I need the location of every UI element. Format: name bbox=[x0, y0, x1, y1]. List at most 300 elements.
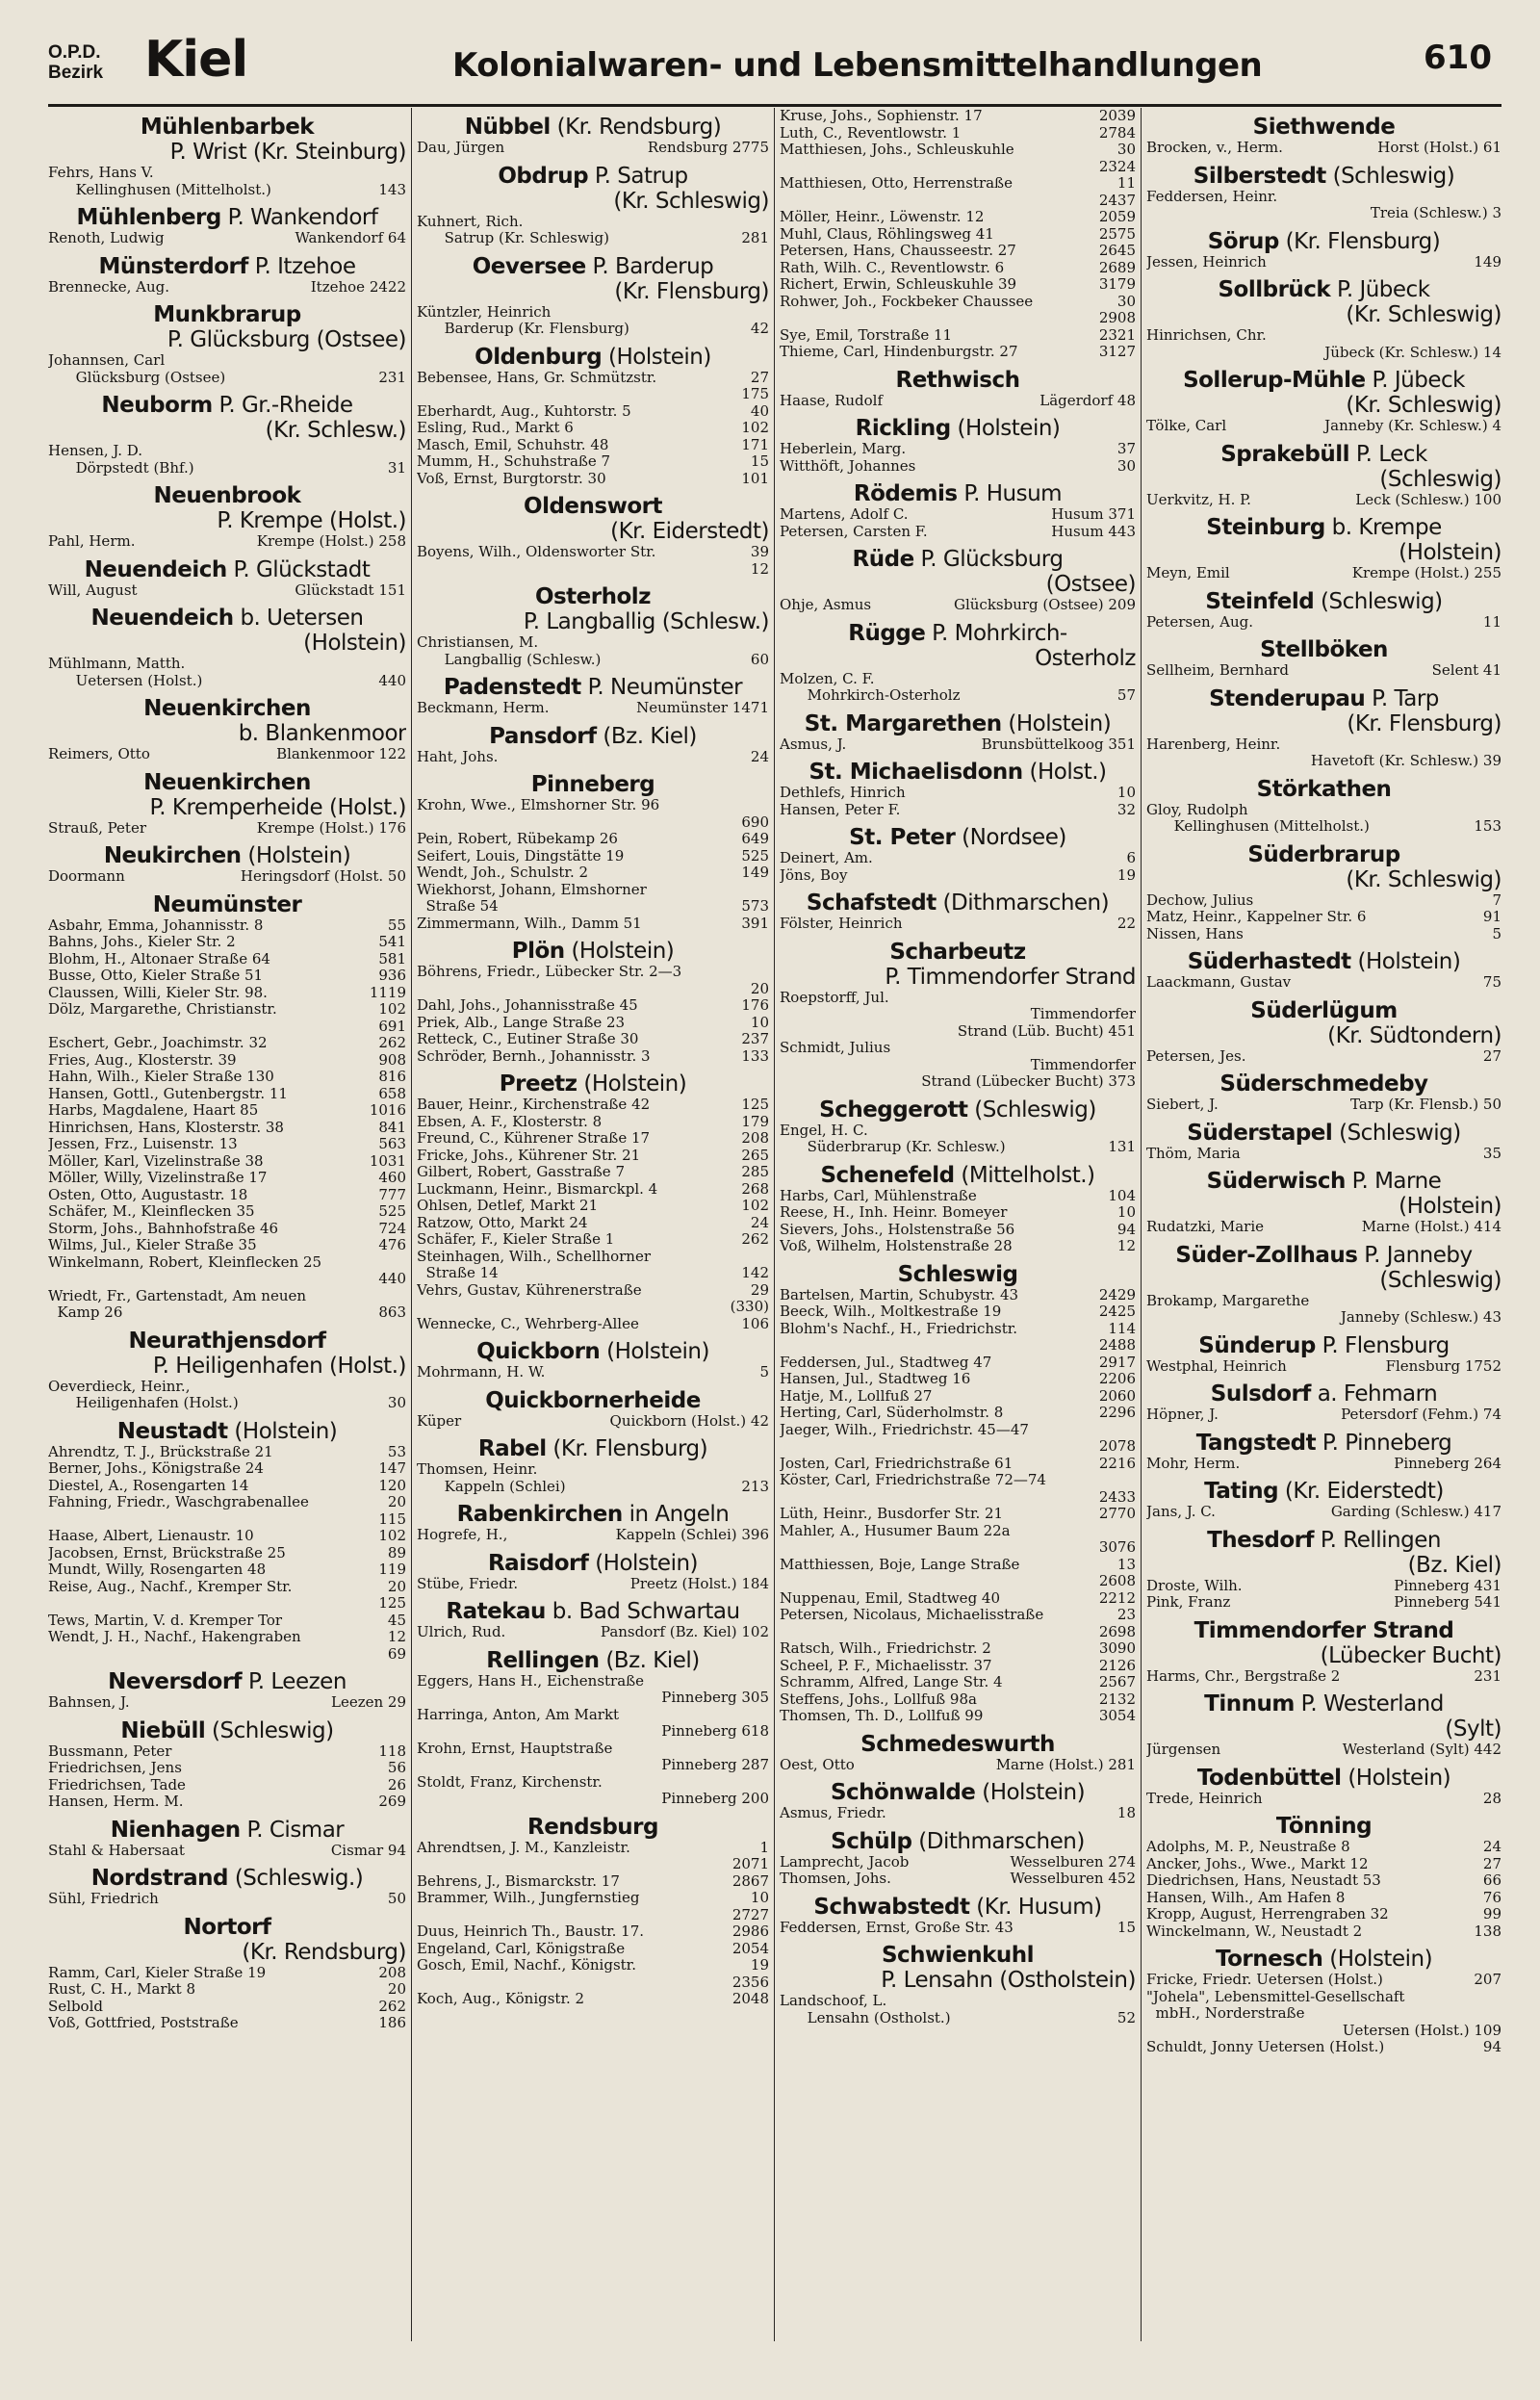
place-name: Schleswig bbox=[897, 1261, 1018, 1287]
list-item bbox=[780, 1222, 1136, 1239]
place-name: Preetz bbox=[499, 1071, 578, 1097]
entry-name: Muhl, Claus, Röhlingsweg 41 bbox=[780, 224, 994, 243]
entry-name: Schäfer, F., Kieler Straße 1 bbox=[417, 1230, 615, 1248]
entry-phone: 2296 bbox=[1098, 1404, 1136, 1421]
list-item bbox=[780, 159, 1136, 176]
list-item bbox=[417, 1873, 769, 1891]
list-item bbox=[780, 1204, 1136, 1222]
list-item bbox=[780, 1523, 1136, 1540]
entry-name: Meyn, Emil bbox=[1146, 564, 1230, 581]
place-suffix: (Holstein) bbox=[588, 1550, 699, 1576]
list-item bbox=[1146, 909, 1502, 926]
entry-phone: 2321 bbox=[1098, 325, 1136, 344]
list-item bbox=[48, 1221, 406, 1238]
list-item bbox=[417, 652, 769, 669]
entry-phone: 125 bbox=[378, 1594, 406, 1612]
entry-name: Mohr, Herm. bbox=[1146, 1454, 1241, 1472]
place-name: Tönning bbox=[1275, 1814, 1373, 1839]
place-heading bbox=[1146, 368, 1502, 393]
list-item bbox=[780, 1674, 1136, 1691]
place-suffix: (Holstein) bbox=[227, 1418, 338, 1444]
place-subheading: (Lübecker Bucht) bbox=[1320, 1642, 1502, 1668]
place-subheading: (Kr. Schlesw.) bbox=[265, 418, 406, 443]
entry-phone: Horst (Holst.) 61 bbox=[1377, 139, 1502, 156]
list-item bbox=[48, 370, 406, 387]
place-subheading: (Bz. Kiel) bbox=[1407, 1552, 1502, 1578]
place-suffix: P. Cismar bbox=[240, 1817, 345, 1843]
list-item bbox=[417, 831, 769, 848]
entry-name: Uetersen (Holst.) bbox=[48, 671, 203, 689]
list-item bbox=[48, 182, 406, 199]
list-item bbox=[1146, 892, 1502, 910]
entry-phone: 20 bbox=[750, 979, 769, 997]
place-suffix: (Schleswig.) bbox=[228, 1866, 364, 1891]
entry-name: Schuldt, Jonny Uetersen (Holst.) bbox=[1146, 2038, 1385, 2055]
list-item bbox=[417, 634, 769, 652]
entry-phone: 2433 bbox=[1098, 1487, 1136, 1506]
entry-name: Blohm's Nachf., H., Friedrichstr. bbox=[780, 1319, 1018, 1337]
entry-name: Mohrmann, H. W. bbox=[417, 1363, 546, 1381]
entry-name: Haase, Rudolf bbox=[780, 391, 884, 409]
place-heading bbox=[48, 1818, 406, 1843]
place-name: Oldenswort bbox=[524, 494, 662, 519]
list-item bbox=[780, 1607, 1136, 1624]
entry-phone: 60 bbox=[750, 650, 769, 668]
list-item bbox=[417, 1130, 769, 1148]
entry-name: Straße 14 bbox=[417, 1264, 499, 1281]
place-subheading: P. Heiligenhafen (Holst.) bbox=[152, 1353, 406, 1379]
place-name: Schafstedt bbox=[806, 890, 937, 916]
entry-phone: 30 bbox=[1116, 292, 1136, 310]
entry-phone: 262 bbox=[378, 1997, 406, 2015]
entry-phone: Preetz (Holst.) 184 bbox=[629, 1574, 769, 1592]
entry-phone: 142 bbox=[741, 1264, 769, 1281]
place-suffix: (Bz. Kiel) bbox=[599, 1647, 700, 1673]
entry-phone: 231 bbox=[1474, 1666, 1502, 1685]
entry-phone: 3179 bbox=[1098, 275, 1136, 293]
list-item bbox=[1146, 614, 1502, 632]
place-name: Münsterdorf bbox=[98, 253, 248, 279]
list-item bbox=[1146, 1972, 1502, 1989]
entry-name: Ohje, Asmus bbox=[780, 596, 872, 613]
entry-phone: 2608 bbox=[1098, 1572, 1136, 1589]
list-item bbox=[417, 1576, 769, 1593]
list-item bbox=[1146, 1989, 1502, 2006]
list-item bbox=[1146, 1293, 1502, 1310]
place-heading bbox=[1146, 1243, 1502, 1268]
entry-name: Rudatzki, Marie bbox=[1146, 1218, 1264, 1235]
place-heading bbox=[780, 481, 1136, 506]
place-heading bbox=[1146, 515, 1502, 540]
list-item bbox=[48, 1304, 406, 1322]
entry-name: Reimers, Otto bbox=[48, 745, 150, 762]
entry-phone: 573 bbox=[741, 897, 769, 915]
entry-phone: Petersdorf (Fehm.) 74 bbox=[1341, 1406, 1502, 1423]
entry-phone: 2689 bbox=[1098, 258, 1136, 276]
entry-name: Heiligenhafen (Holst.) bbox=[48, 1394, 239, 1411]
entry-name: Freund, C., Kührener Straße 17 bbox=[417, 1129, 651, 1147]
place-suffix: b. Uetersen bbox=[233, 606, 364, 631]
place-heading bbox=[48, 557, 406, 582]
entry-name: Osten, Otto, Augustastr. 18 bbox=[48, 1185, 248, 1203]
entry-phone: 2770 bbox=[1098, 1505, 1136, 1522]
list-item bbox=[417, 1791, 769, 1808]
list-item bbox=[48, 1379, 406, 1396]
entry-phone: Lägerdorf 48 bbox=[1040, 391, 1136, 409]
place-subheading: (Kr. Rendsburg) bbox=[242, 1939, 406, 1965]
list-item bbox=[417, 1198, 769, 1215]
entry-name: Thöm, Maria bbox=[1146, 1144, 1241, 1162]
entry-name: Ohlsen, Detlef, Markt 21 bbox=[417, 1197, 599, 1214]
place-name: Todenbüttel bbox=[1196, 1765, 1342, 1791]
list-item bbox=[48, 1288, 406, 1305]
entry-phone: 2048 bbox=[732, 1990, 769, 2007]
entry-name: Landschoof, L. bbox=[780, 1992, 887, 2009]
place-suffix: P. Leezen bbox=[242, 1669, 346, 1694]
place-name: Pansdorf bbox=[489, 723, 597, 749]
list-item bbox=[780, 1023, 1136, 1041]
entry-name: Petersen, Jes. bbox=[1146, 1046, 1246, 1065]
entry-name: Priek, Alb., Lange Straße 23 bbox=[417, 1013, 626, 1031]
entry-name: Pink, Franz bbox=[1146, 1593, 1231, 1611]
list-item bbox=[417, 1479, 769, 1496]
list-item bbox=[780, 344, 1136, 361]
place-heading bbox=[780, 890, 1136, 916]
list-item bbox=[780, 226, 1136, 244]
place-heading bbox=[417, 772, 769, 797]
entry-phone: 171 bbox=[741, 435, 769, 453]
entry-name: Thieme, Carl, Hindenburgstr. 27 bbox=[780, 343, 1018, 360]
entry-phone: 76 bbox=[1482, 1888, 1502, 1906]
entry-name: Glücksburg (Ostsee) bbox=[48, 368, 226, 386]
place-name: Schönwalde bbox=[830, 1780, 976, 1805]
list-item bbox=[1146, 974, 1502, 992]
place-name: St. Margarethen bbox=[804, 710, 1002, 736]
list-item bbox=[780, 108, 1136, 125]
list-item bbox=[48, 1694, 406, 1712]
entry-phone: 2126 bbox=[1098, 1656, 1136, 1674]
list-item bbox=[780, 1854, 1136, 1871]
entry-phone: 3127 bbox=[1098, 343, 1136, 360]
entry-phone: Timmendorfer bbox=[1030, 1055, 1136, 1073]
place-suffix: P. Glückstadt bbox=[226, 556, 371, 582]
entry-name: Doormann bbox=[48, 867, 125, 885]
list-item bbox=[780, 671, 1136, 688]
entry-name: Martens, Adolf C. bbox=[780, 505, 909, 523]
entry-phone: 2425 bbox=[1098, 1303, 1136, 1320]
list-item bbox=[1146, 662, 1502, 680]
place-heading bbox=[780, 1262, 1136, 1287]
entry-phone: 15 bbox=[1116, 1918, 1136, 1936]
entry-name: Böhrens, Friedr., Lübecker Str. 2—3 bbox=[417, 963, 682, 980]
place-heading bbox=[780, 368, 1136, 393]
place-heading bbox=[1146, 589, 1502, 614]
list-item bbox=[48, 1120, 406, 1137]
list-item bbox=[780, 209, 1136, 226]
entry-phone: 262 bbox=[741, 1230, 769, 1248]
list-item bbox=[48, 1595, 406, 1613]
place-suffix: (Holstein) bbox=[564, 939, 675, 964]
place-name: Osterholz bbox=[534, 584, 652, 609]
list-item bbox=[48, 1743, 406, 1761]
list-item bbox=[780, 1472, 1136, 1489]
place-name: Silberstedt bbox=[1193, 163, 1326, 189]
entry-phone: 2784 bbox=[1098, 123, 1136, 142]
entry-name: Blohm, H., Altonaer Straße 64 bbox=[48, 949, 270, 968]
list-item bbox=[417, 1690, 769, 1707]
place-name: Nienhagen bbox=[110, 1817, 241, 1843]
list-item bbox=[1146, 926, 1502, 943]
entry-phone: 691 bbox=[378, 1017, 406, 1035]
place-heading bbox=[1146, 686, 1502, 711]
entry-name: Friedrichsen, Jens bbox=[48, 1759, 182, 1776]
entry-name: "Johela", Lebensmittel-Gesellschaft bbox=[1146, 1987, 1405, 2005]
place-subheading: P. Langballig (Schlesw.) bbox=[523, 609, 769, 634]
place-subheading: (Sylt) bbox=[1445, 1716, 1502, 1742]
list-item bbox=[1146, 345, 1502, 362]
place-heading bbox=[780, 547, 1136, 572]
entry-phone: Krempe (Holst.) 255 bbox=[1351, 564, 1502, 581]
place-name: Schmedeswurth bbox=[860, 1731, 1055, 1757]
place-heading bbox=[780, 621, 1136, 646]
entry-name: Kellinghusen (Mittelholst.) bbox=[1146, 817, 1370, 835]
list-item bbox=[417, 304, 769, 322]
entry-name: Bahnsen, J. bbox=[48, 1693, 130, 1711]
place-heading bbox=[780, 760, 1136, 785]
place-name: Sollbrück bbox=[1218, 277, 1331, 302]
entry-phone: 777 bbox=[378, 1185, 406, 1203]
place-suffix: b. Bad Schwartau bbox=[545, 1599, 740, 1624]
entry-phone: Leezen 29 bbox=[330, 1693, 406, 1711]
place-suffix: P. Jübeck bbox=[1330, 277, 1430, 302]
list-item bbox=[48, 1629, 406, 1646]
list-item bbox=[48, 656, 406, 673]
place-name: Neuborm bbox=[101, 393, 213, 418]
entry-phone: 2567 bbox=[1098, 1673, 1136, 1690]
entry-name: Brennecke, Aug. bbox=[48, 277, 170, 296]
list-item bbox=[780, 1371, 1136, 1388]
place-suffix: P. Satrup bbox=[588, 163, 688, 189]
list-item bbox=[417, 882, 769, 899]
entry-name: Thomsen, Heinr. bbox=[417, 1460, 538, 1478]
list-item bbox=[48, 1271, 406, 1288]
page-title: Kolonialwaren- und Lebensmittelhandlungen bbox=[452, 46, 1263, 85]
list-item bbox=[780, 193, 1136, 210]
list-item bbox=[780, 393, 1136, 410]
place-name: Nordstrand bbox=[90, 1866, 229, 1891]
column-2 bbox=[417, 108, 769, 2341]
entry-phone: 724 bbox=[378, 1219, 406, 1237]
list-item bbox=[417, 403, 769, 421]
list-item bbox=[780, 175, 1136, 193]
place-heading bbox=[1146, 1691, 1502, 1716]
place-name: Neurathjensdorf bbox=[128, 1328, 326, 1354]
place-name: Schülp bbox=[831, 1828, 912, 1854]
entry-phone: Brunsbüttelkoog 351 bbox=[981, 735, 1136, 753]
place-name: Schwienkuhl bbox=[881, 1943, 1035, 1968]
entry-phone: 10 bbox=[750, 1889, 769, 1906]
list-item bbox=[780, 1355, 1136, 1372]
list-item bbox=[417, 997, 769, 1015]
entry-name: Beeck, Wilh., Moltkestraße 19 bbox=[780, 1303, 1002, 1320]
district-name: Kiel bbox=[144, 31, 248, 89]
list-item bbox=[780, 1691, 1136, 1709]
entry-phone: 11 bbox=[1116, 174, 1136, 192]
list-item bbox=[1146, 753, 1502, 770]
page-number: 610 bbox=[1424, 39, 1492, 77]
list-item bbox=[417, 1148, 769, 1165]
place-name: Raisdorf bbox=[487, 1550, 589, 1576]
entry-name: Stahl & Habersaat bbox=[48, 1841, 185, 1859]
entry-name: Rohwer, Joh., Fockbeker Chaussee bbox=[780, 292, 1034, 310]
place-heading bbox=[1146, 1431, 1502, 1456]
entry-phone: 24 bbox=[1482, 1838, 1502, 1855]
entry-name: Sye, Emil, Torstraße 11 bbox=[780, 325, 953, 344]
list-item bbox=[48, 1545, 406, 1562]
place-heading bbox=[1146, 998, 1502, 1023]
place-suffix: in Angeln bbox=[622, 1502, 730, 1527]
list-item bbox=[48, 1444, 406, 1461]
list-item bbox=[48, 1460, 406, 1478]
place-name: Neuenbrook bbox=[153, 483, 301, 508]
place-name: Sörup bbox=[1207, 228, 1279, 254]
place-subheading: b. Blankenmoor bbox=[238, 721, 406, 746]
entry-phone: 120 bbox=[378, 1476, 406, 1494]
list-item bbox=[1146, 1791, 1502, 1808]
entry-name: Esling, Rud., Markt 6 bbox=[417, 419, 574, 436]
entry-phone: 149 bbox=[741, 864, 769, 881]
place-name: Schenefeld bbox=[820, 1162, 955, 1188]
list-item bbox=[48, 673, 406, 690]
entry-phone: Marne (Holst.) 414 bbox=[1361, 1218, 1502, 1235]
entry-name: Fricke, Friedr. Uetersen (Holst.) bbox=[1146, 1971, 1383, 1988]
entry-name: Lamprecht, Jacob bbox=[780, 1852, 910, 1871]
list-item bbox=[48, 1646, 406, 1664]
entry-name: Oest, Otto bbox=[780, 1755, 855, 1773]
list-item bbox=[417, 437, 769, 454]
entry-phone: 69 bbox=[387, 1644, 406, 1663]
entry-phone: 2645 bbox=[1098, 242, 1136, 259]
list-item bbox=[1146, 1923, 1502, 1941]
list-item bbox=[1146, 1504, 1502, 1521]
place-heading bbox=[780, 1097, 1136, 1123]
entry-phone: Krempe (Holst.) 176 bbox=[256, 818, 406, 837]
entry-phone: 581 bbox=[378, 949, 406, 968]
entry-phone: Rendsburg 2775 bbox=[647, 139, 769, 156]
entry-phone: Havetoft (Kr. Schlesw.) 39 bbox=[1310, 752, 1502, 769]
entry-name: Asbahr, Emma, Johannisstr. 8 bbox=[48, 916, 264, 934]
entry-phone: 133 bbox=[741, 1046, 769, 1065]
place-heading bbox=[48, 1718, 406, 1743]
place-heading bbox=[780, 1943, 1136, 1968]
entry-phone: 1 bbox=[759, 1838, 769, 1856]
place-name: Süderlügum bbox=[1250, 997, 1398, 1023]
list-item bbox=[780, 1590, 1136, 1608]
place-heading bbox=[48, 1419, 406, 1444]
column-4 bbox=[1146, 108, 1502, 2341]
place-name: Scharbeutz bbox=[889, 939, 1026, 965]
entry-phone: 89 bbox=[387, 1543, 406, 1561]
entry-phone: 94 bbox=[1116, 1220, 1136, 1238]
entry-name: Lüth, Heinr., Busdorfer Str. 21 bbox=[780, 1505, 1004, 1522]
place-heading bbox=[1146, 777, 1502, 802]
list-item bbox=[1146, 2005, 1502, 2023]
entry-phone: 2206 bbox=[1098, 1370, 1136, 1387]
list-item bbox=[780, 1238, 1136, 1255]
entry-name: Mühlmann, Matth. bbox=[48, 655, 186, 672]
entry-phone: 262 bbox=[378, 1034, 406, 1051]
place-name: Thesdorf bbox=[1207, 1527, 1315, 1553]
entry-name: Kappeln (Schlei) bbox=[417, 1477, 566, 1495]
list-item bbox=[48, 352, 406, 370]
entry-name: Sellheim, Bernhard bbox=[1146, 661, 1289, 679]
entry-phone: 147 bbox=[378, 1459, 406, 1477]
list-item bbox=[48, 1019, 406, 1036]
entry-name: Harms, Chr., Bergstraße 2 bbox=[1146, 1666, 1341, 1685]
list-item bbox=[417, 561, 769, 579]
entry-phone: 269 bbox=[378, 1793, 406, 1810]
entry-name: Gloy, Rudolph bbox=[1146, 800, 1248, 818]
place-heading bbox=[1146, 1121, 1502, 1146]
list-item bbox=[417, 964, 769, 981]
entry-phone: 208 bbox=[378, 1963, 406, 1981]
place-name: Tating bbox=[1204, 1479, 1279, 1504]
directory-page bbox=[19, 19, 1521, 2361]
list-item bbox=[48, 1579, 406, 1596]
place-heading bbox=[780, 1163, 1136, 1188]
list-item bbox=[417, 1624, 769, 1641]
entry-phone: Strand (Lüb. Bucht) 451 bbox=[957, 1021, 1136, 1040]
list-item bbox=[417, 848, 769, 865]
place-name: Neukirchen bbox=[103, 843, 242, 868]
entry-name: Behrens, J., Bismarckstr. 17 bbox=[417, 1871, 620, 1890]
entry-name: Feddersen, Ernst, Große Str. 43 bbox=[780, 1918, 1014, 1936]
place-heading bbox=[417, 1339, 769, 1364]
place-heading bbox=[417, 254, 769, 279]
entry-phone: Glücksburg (Ostsee) 209 bbox=[953, 596, 1136, 613]
list-item bbox=[417, 370, 769, 387]
entry-name: Claussen, Willi, Kieler Str. 98. bbox=[48, 983, 268, 1001]
entry-phone: Kappeln (Schlei) 396 bbox=[615, 1526, 769, 1543]
place-heading bbox=[1146, 442, 1502, 467]
list-item bbox=[780, 1057, 1136, 1074]
list-item bbox=[48, 820, 406, 838]
entry-phone: 2429 bbox=[1098, 1285, 1136, 1303]
place-suffix: P. Glücksburg bbox=[913, 547, 1064, 572]
place-suffix: P. Barderup bbox=[585, 253, 714, 279]
place-subheading: (Kr. Schleswig) bbox=[1346, 302, 1502, 327]
entry-phone: 2212 bbox=[1098, 1588, 1136, 1607]
list-item bbox=[48, 1187, 406, 1204]
place-name: Sollerup-Mühle bbox=[1183, 368, 1366, 393]
entry-phone: 55 bbox=[387, 916, 406, 934]
place-name: Siethwende bbox=[1252, 115, 1396, 140]
place-name: Nübbel bbox=[464, 115, 551, 140]
entry-phone: 104 bbox=[1108, 1186, 1136, 1204]
column-divider bbox=[411, 108, 412, 2341]
entry-name: Bauer, Heinr., Kirchenstraße 42 bbox=[417, 1096, 651, 1113]
entry-name: Ramm, Carl, Kieler Straße 19 bbox=[48, 1963, 267, 1981]
entry-phone: 186 bbox=[378, 2014, 406, 2031]
list-item bbox=[48, 951, 406, 968]
entry-name: Straße 54 bbox=[417, 897, 499, 915]
entry-phone: 175 bbox=[741, 385, 769, 402]
place-name: Süderhastedt bbox=[1187, 949, 1351, 974]
entry-name: Wilms, Jul., Kieler Straße 35 bbox=[48, 1236, 257, 1253]
list-item bbox=[417, 214, 769, 231]
entry-phone: 99 bbox=[1482, 1905, 1502, 1923]
entry-phone: 176 bbox=[741, 996, 769, 1014]
